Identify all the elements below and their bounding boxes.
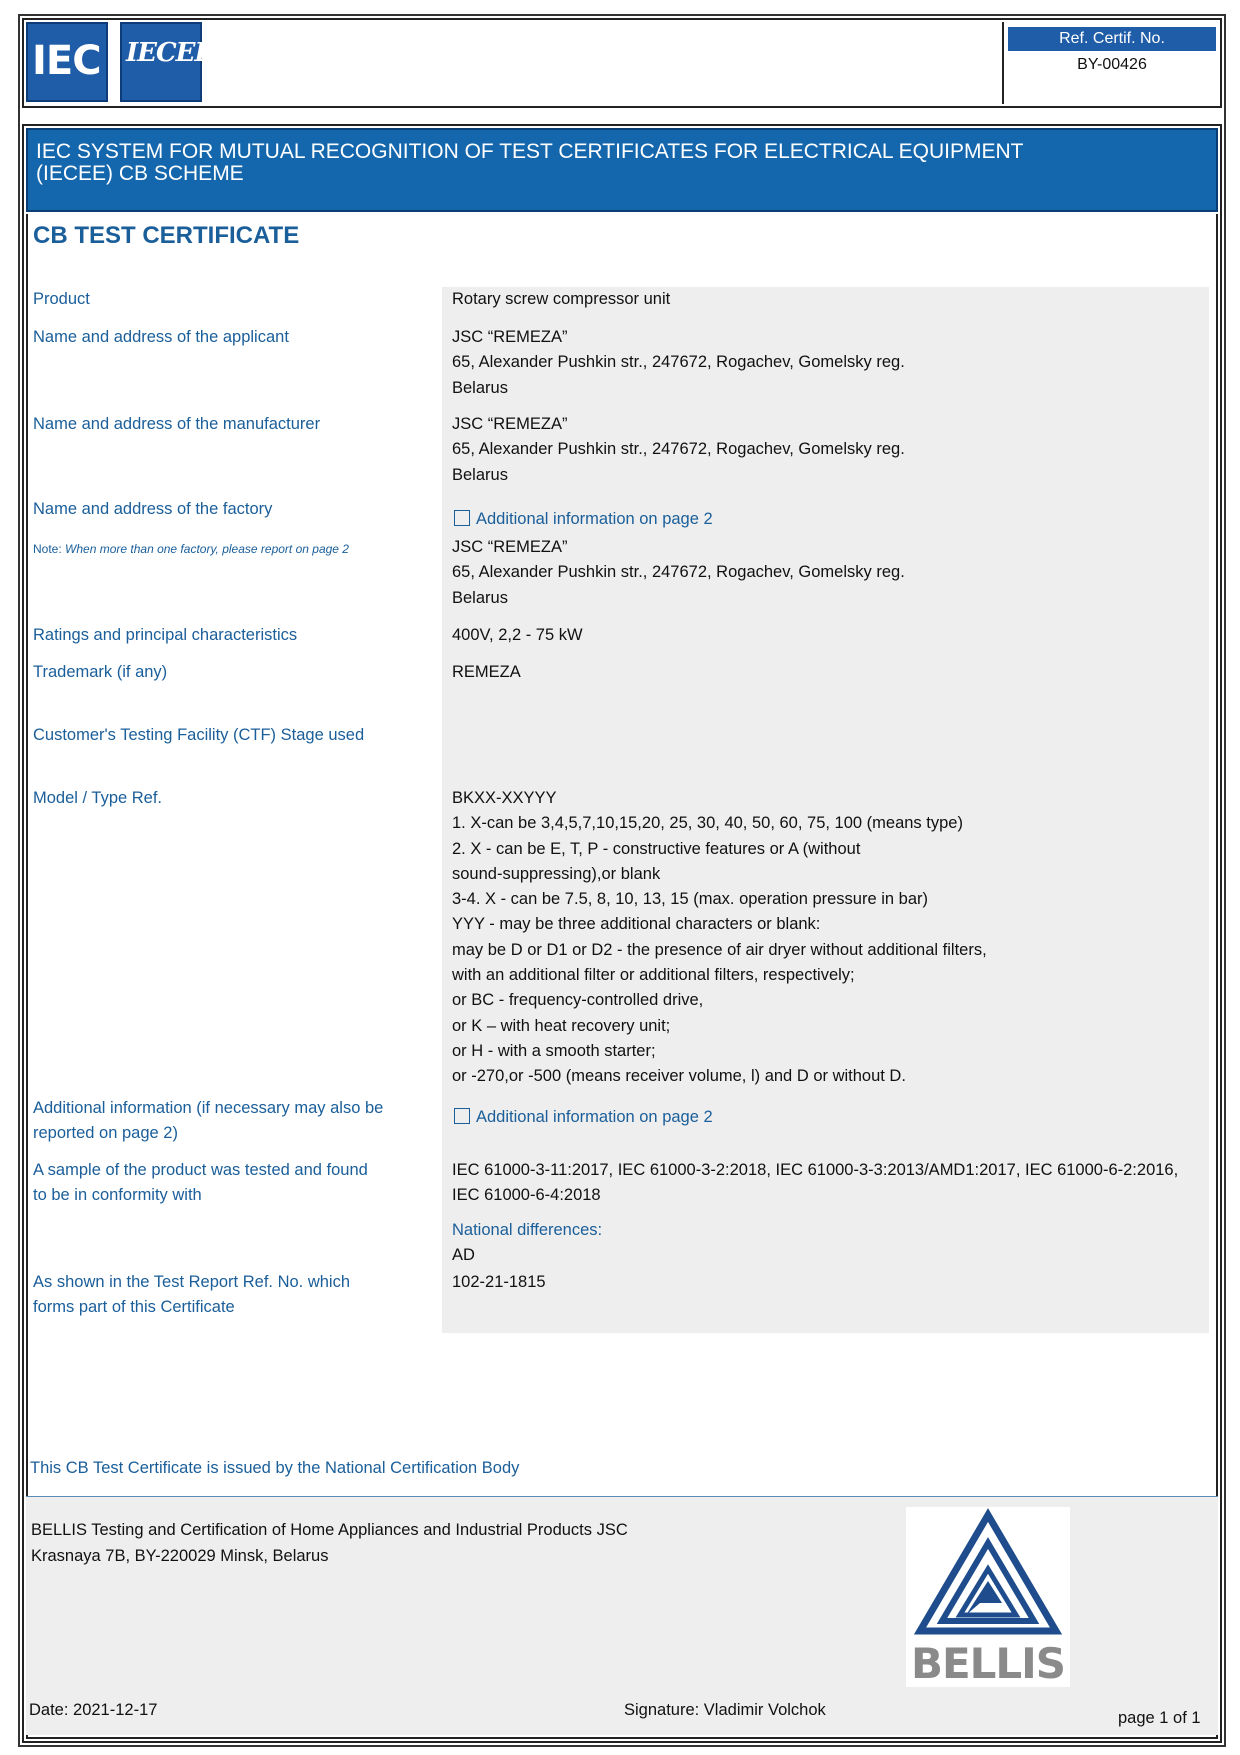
manufacturer-value <box>452 412 1202 488</box>
ratings-label: Ratings and principal characteristics <box>33 626 298 644</box>
additional-info-label <box>33 1096 383 1146</box>
model-label: Model / Type Ref. <box>33 789 163 807</box>
conformity-label-line: to be in conformity with <box>33 1186 202 1204</box>
national-differences-value: AD <box>452 1246 475 1264</box>
model-line: YYY - may be three additional characters or blank: <box>452 915 821 934</box>
bellis-logo <box>906 1507 1070 1687</box>
conformity-standards <box>452 1158 1202 1209</box>
manufacturer-line: Belarus <box>452 465 508 484</box>
trademark-label: Trademark (if any) <box>33 663 168 681</box>
conformity-label <box>33 1158 368 1208</box>
report-label-line: As shown in the Test Report Ref. No. which <box>33 1273 351 1291</box>
applicant-line: 65, Alexander Pushkin str., 247672, Rogachev, Gomelsky reg. <box>452 353 905 372</box>
applicant-label: Name and address of the applicant <box>33 328 289 346</box>
bellis-logo-text: BELLIS <box>910 1639 1066 1688</box>
checkbox-icon[interactable] <box>454 510 470 526</box>
model-line: 1. X-can be 3,4,5,7,10,15,20, 25, 30, 40, 50, 60, 75, 100 (means type) <box>452 814 963 833</box>
ref-certificate-number: BY-00426 <box>1077 56 1147 73</box>
standards-line: IEC 61000-6-4:2018 <box>452 1186 601 1205</box>
additional-info-label-line: reported on page 2) <box>33 1124 178 1142</box>
model-line: may be D or D1 or D2 - the presence of air dryer without additional filters, <box>452 940 987 959</box>
factory-note-prefix: Note: <box>33 542 62 556</box>
model-line: or -270,or -500 (means receiver volume, l) and D or without D. <box>452 1067 906 1086</box>
factory-checkbox-label: Additional information on page 2 <box>476 510 713 528</box>
scheme-title <box>36 141 1186 185</box>
factory-value <box>452 535 1202 611</box>
ctf-label: Customer's Testing Facility (CTF) Stage used <box>33 726 365 744</box>
iec-logo-text: IEC <box>32 38 101 84</box>
model-line: 2. X - can be E, T, P - constructive features or A (without <box>452 839 861 858</box>
iecee-logo <box>120 22 214 102</box>
trademark-value: REMEZA <box>452 663 521 681</box>
ref-certificate-label: Ref. Certif. No. <box>1008 27 1216 51</box>
certification-body-name: BELLIS Testing and Certification of Home Appliances and Industrial Products JSC <box>31 1521 628 1539</box>
report-label-line: forms part of this Certificate <box>33 1298 235 1316</box>
certificate-title: CB TEST CERTIFICATE <box>33 222 300 249</box>
scheme-title-line1: IEC SYSTEM FOR MUTUAL RECOGNITION OF TEST CERTIFICATES FOR ELECTRICAL EQUIPMENT <box>36 140 1024 163</box>
model-line: or K – with heat recovery unit; <box>452 1016 671 1035</box>
signature: Signature: Vladimir Volchok <box>624 1701 826 1719</box>
model-line: sound-suppressing),or blank <box>452 864 661 883</box>
certification-body-address: Krasnaya 7B, BY-220029 Minsk, Belarus <box>31 1547 329 1565</box>
certification-body <box>31 1517 628 1569</box>
additional-info-label-line: Additional information (if necessary may also be <box>33 1099 384 1117</box>
additional-info-checkbox[interactable] <box>454 1108 713 1127</box>
issue-date: Date: 2021-12-17 <box>29 1701 158 1719</box>
applicant-line: JSC “REMEZA” <box>452 328 568 346</box>
model-line: 3-4. X - can be 7.5, 8, 10, 13, 15 (max. operation pressure in bar) <box>452 890 929 909</box>
factory-note-text: When more than one factory, please report on page 2 <box>65 542 349 556</box>
factory-line: 65, Alexander Pushkin str., 247672, Rogachev, Gomelsky reg. <box>452 563 905 582</box>
national-differences-label: National differences: <box>452 1221 603 1239</box>
manufacturer-line: 65, Alexander Pushkin str., 247672, Rogachev, Gomelsky reg. <box>452 440 905 459</box>
model-line: BKXX-XXYYY <box>452 789 557 807</box>
model-line: or BC - frequency-controlled drive, <box>452 991 704 1010</box>
factory-additional-info-checkbox[interactable] <box>454 510 713 529</box>
report-number: 102-21-1815 <box>452 1273 546 1291</box>
page-number: page 1 of 1 <box>1118 1709 1201 1727</box>
factory-line: Belarus <box>452 588 508 607</box>
factory-label: Name and address of the factory <box>33 500 273 518</box>
model-line: with an additional filter or additional filters, respectively; <box>452 966 855 985</box>
iec-logo <box>26 22 108 102</box>
product-value: Rotary screw compressor unit <box>452 290 671 308</box>
additional-checkbox-label: Additional information on page 2 <box>476 1108 713 1126</box>
applicant-value <box>452 325 1202 401</box>
factory-note <box>33 542 349 556</box>
model-value <box>452 786 1202 1090</box>
checkbox-icon[interactable] <box>454 1108 470 1124</box>
iecee-logo-text: IECEE <box>126 38 214 68</box>
factory-line: JSC “REMEZA” <box>452 538 568 556</box>
standards-line: IEC 61000-3-11:2017, IEC 61000-3-2:2018, IEC 61000-3-3:2013/AMD1:2017, IEC 61000-6-2:2016, <box>452 1161 1179 1179</box>
issued-by-text: This CB Test Certificate is issued by the National Certification Body <box>30 1459 520 1477</box>
scheme-title-line2: (IECEE) CB SCHEME <box>36 162 244 185</box>
model-line: or H - with a smooth starter; <box>452 1041 656 1060</box>
manufacturer-label: Name and address of the manufacturer <box>33 415 321 433</box>
manufacturer-line: JSC “REMEZA” <box>452 415 568 433</box>
report-label <box>33 1270 350 1320</box>
applicant-line: Belarus <box>452 378 508 397</box>
conformity-label-line: A sample of the product was tested and found <box>33 1161 368 1179</box>
ratings-value: 400V, 2,2 - 75 kW <box>452 626 583 644</box>
product-label: Product <box>33 290 90 308</box>
